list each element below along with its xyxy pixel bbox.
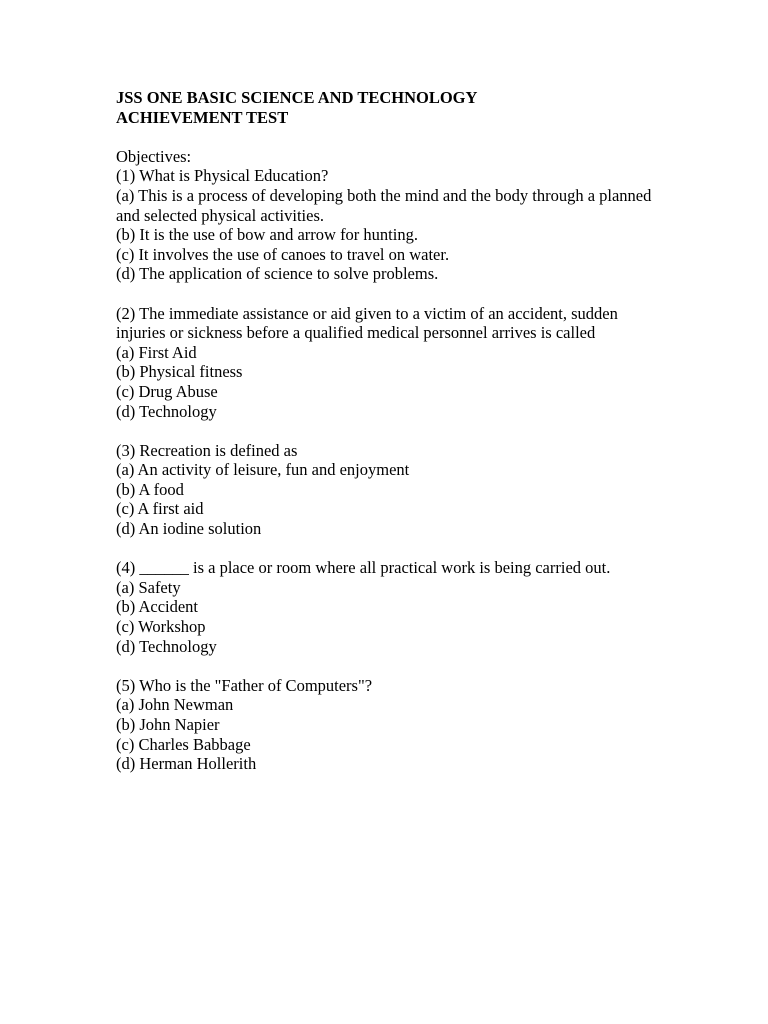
option-b: (b) Accident xyxy=(116,597,199,617)
question-text: (4) ______ is a place or room where all practical work is being carried out. xyxy=(116,558,611,578)
option-c: (c) It involves the use of canoes to travel on water. xyxy=(116,244,450,264)
option-c: (c) Drug Abuse xyxy=(116,381,218,401)
question-5 xyxy=(116,676,658,774)
title-line-2: ACHIEVEMENT TEST xyxy=(116,107,289,127)
option-a: (a) Safety xyxy=(116,577,181,597)
option-c: (c) Workshop xyxy=(116,617,206,637)
option-a: (a) John Newman xyxy=(116,695,234,715)
options-list xyxy=(116,695,658,773)
option-d: (d) Technology xyxy=(116,636,217,656)
question-4 xyxy=(116,558,658,656)
option-a: (a) An activity of leisure, fun and enjoyment xyxy=(116,460,410,480)
option-d: (d) An iodine solution xyxy=(116,519,262,539)
objectives-label: Objectives: xyxy=(116,146,192,166)
option-b: (b) A food xyxy=(116,479,184,499)
question-2 xyxy=(116,304,658,422)
option-d: (d) The application of science to solve problems. xyxy=(116,264,439,284)
title-line-1: JSS ONE BASIC SCIENCE AND TECHNOLOGY xyxy=(116,88,478,107)
question-3 xyxy=(116,441,658,539)
question-text: (2) The immediate assistance or aid given to a victim of an accident, sudden injuries or sickness before a qualified medical personnel arrives is called xyxy=(116,303,618,343)
option-b: (b) It is the use of bow and arrow for hunting. xyxy=(116,225,418,245)
option-d: (d) Herman Hollerith xyxy=(116,754,257,774)
option-c: (c) A first aid xyxy=(116,499,204,519)
question-text: (5) Who is the "Father of Computers"? xyxy=(116,675,373,695)
option-c: (c) Charles Babbage xyxy=(116,734,251,754)
option-d: (d) Technology xyxy=(116,401,217,421)
question-text: (1) What is Physical Education? xyxy=(116,166,329,186)
question-text: (3) Recreation is defined as xyxy=(116,440,298,460)
question-1 xyxy=(116,166,658,284)
options-list xyxy=(116,186,658,284)
document-title xyxy=(116,88,658,127)
option-a: (a) This is a process of developing both the mind and the body through a planned and selected physical activities. xyxy=(116,185,652,225)
option-b: (b) Physical fitness xyxy=(116,362,243,382)
option-b: (b) John Napier xyxy=(116,715,220,734)
options-list xyxy=(116,578,658,656)
options-list xyxy=(116,343,658,421)
option-a: (a) First Aid xyxy=(116,342,197,362)
options-list xyxy=(116,460,658,538)
